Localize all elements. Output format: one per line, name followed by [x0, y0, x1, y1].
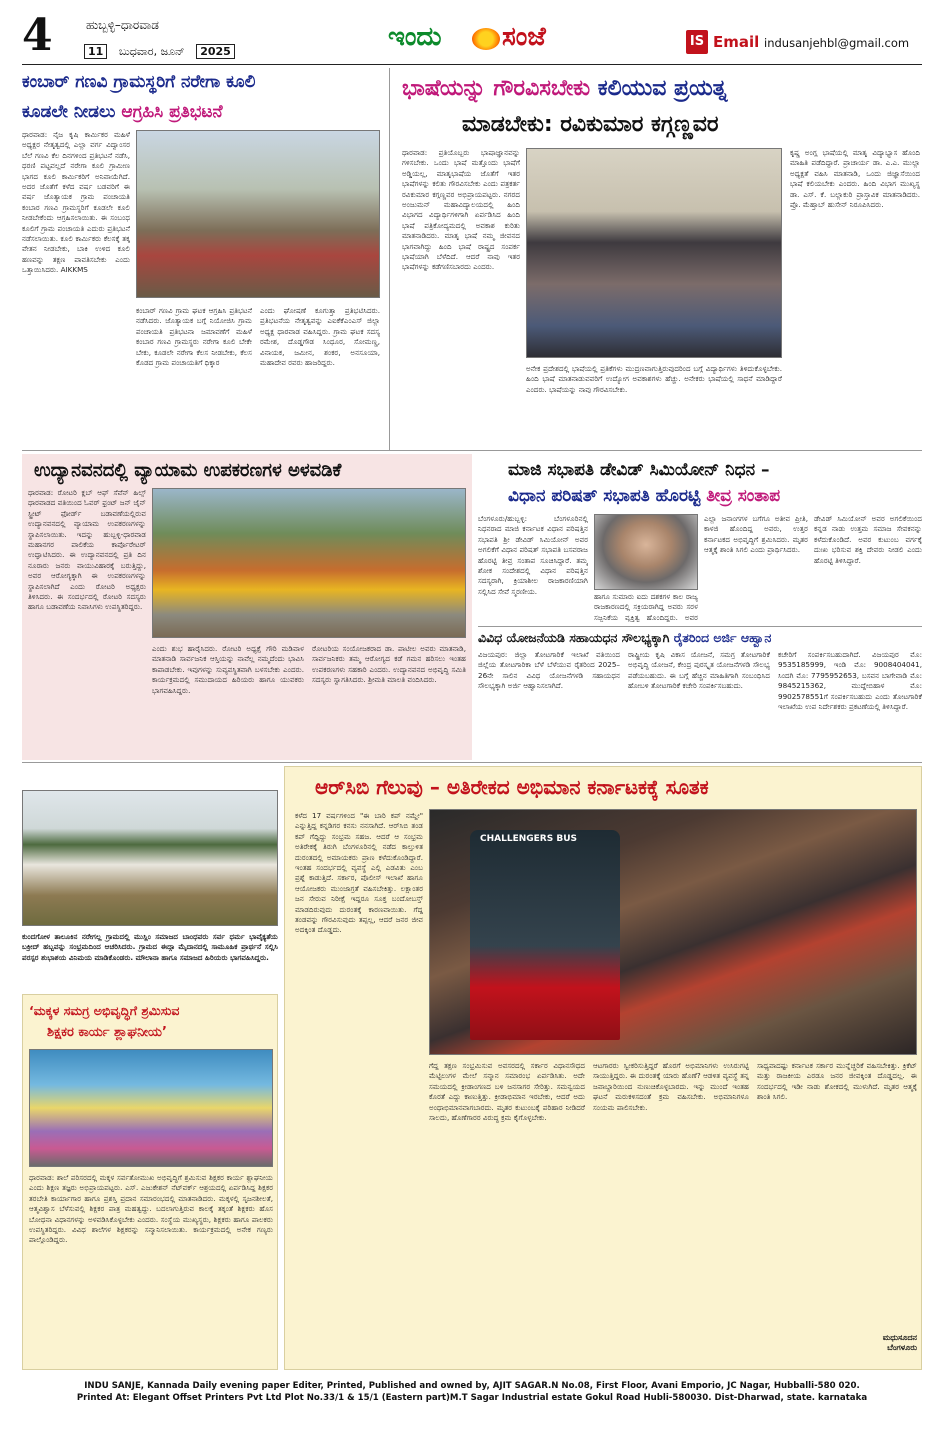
- narega-col-1: ಧಾರವಾಡ: ನೈಜ ಕೃಷಿ ಕಾರ್ಮಿಕರ ಮಹಿಳೆ ಅಧ್ಯಕ್ಷರ ನೇತೃತ್ವದಲ್ಲಿ ಎಲ್ಲಾ ವರ್ಗ ವಿದ್ವಾಂಸರ ಬೆಲೆ ಗಣವಿ ಕೆಲ ದಿನಗಳಿಂದ ಪ್ರತಿಭಟನೆ ನಡೆಸಿ, ಧರಣಿ ಪಟ್ಟವಲ್ಲದೆ ನರೇಗಾ ಕೂಲಿ ಗ್ರಾಮೀಣ ಭಾಗದ ಕೂಲಿ ಕಾರ್ಮಿಕರಿಗೆ ಅನಿವಾಯೆಗಿದೆ. ಅದರ ಜೊತೆಗೆ ಕಳೆದ ವರ್ಷ ಬಡವರಿಗೆ ಈ ವರ್ಷ ಜೊತ್ಯಾಯಕ ಗ್ರಾಮ ಪಂಚಾಯತಿ ಕಂಬಾರ ಗಣವಿ ಗ್ರಾಮಸ್ಥರಿಗೆ ಕೂಡಲೇ ಕೂಲಿ ನೀಡಬೇಕೆಂದು ಆಗ್ರಹಿಸಲಾಯಿತು. ಈ ಸಂಬಂಧ ಕೂಲಿಗೆ ಗ್ರಾಮ ಪಂಚಾಯತಿ ಎದುರು ಪ್ರತಿಭಟನೆ ನಡೆಸಲಾಯಿತು. ಕೂಲಿ ಕಾರ್ಮಿಕರು ಕೆಲಸಕ್ಕೆ ತಕ್ಕ ವೇತನ ನೀಡಬೇಕು, ಬಾಕಿ ಉಳಿದ ಕೂಲಿ ಹಣವನ್ನು ತಕ್ಷಣ ಪಾವತಿಸಬೇಕು ಎಂದು ಒತ್ತಾಯಿಸಿದರು. AIKKMS: [22, 130, 130, 275]
- language-group-photo: [526, 148, 782, 358]
- language-col-3: ಕೃಷ್ಣ ಅಂಗ್ಲ ಭಾಷೆಯಲ್ಲಿ ಮಾತೃ ವಿದ್ಯಾಭ್ಯಾಸ ಹೊಂದಿ ಮಾಹಿತಿ ಪಡೆದಿದ್ದಾರೆ. ಪ್ರಾಚಾರ್ಯ ಡಾ. ಎ.ಎ. ಮುಲ್ಲಾ ಅಧ್ಯಕ್ಷತೆ ವಹಿಸಿ ಮಾತನಾಡಿ, ಒಂದು ಜಿಜ್ಞಾಸೆಯಿಂದ ಭಾಷೆ ಕಲಿಯಬೇಕು ಎಂದರು. ಹಿಂದಿ ವಿಭಾಗ ಮುಖ್ಯಸ್ಥ ಡಾ. ಎಸ್. ಕೆ. ಬಲ್ಲಾಕುರಿ ಪ್ರಾಸ್ತಾವಿಕ ಮಾತನಾಡಿದರು. ಪ್ರೊ. ಮೆಹ್ತಾಬ್ ಹುಸೇನ್ ನಿರೂಪಿಸಿದರು.: [790, 148, 920, 210]
- language-col-1: ಧಾರವಾಡ: ಪ್ರತಿಯೊಬ್ಬರು ಭಾಷಾಜ್ಞಾನವನ್ನು ಗಳಿಸಬೇಕು. ಒಂದು ಭಾಷೆ ಮತ್ತೊಂದು ಭಾಷೆಗೆ ಅಡ್ಡಿಯಲ್ಲ, ಮಾತೃಭಾಷೆಯ ಜೊತೆಗೆ ಇತರ ಭಾಷೆಗಳನ್ನು ಕಲಿತು ಗೌರವಿಸಬೇಕು ಎಂದು ಪತ್ರಕರ್ತ ರವಿಕುಮಾರ ಕಗ್ಗಣ್ಣವರ ಅಭಿಪ್ರಾಯಪಟ್ಟರು. ನಗರದ ಅಂಜುಮನ್ ಮಹಾವಿದ್ಯಾಲಯದಲ್ಲಿ ಹಿಂದಿ ವಿಭಾಗದ ವಿದ್ಯಾರ್ಥಿಗಳಿಗಾಗಿ ಏರ್ಪಡಿಸಿದ ಹಿಂದಿ ಭಾಷೆ ಪತ್ರಿಕೋದ್ಯಮದಲ್ಲಿ ಅವಕಾಶ ಕುರಿತು ಮಾತನಾಡಿದರು. ಮಾತೃ ಭಾಷೆ ನಮ್ಮ ಜೀವನದ ಭಾಗವಾಗಿದ್ದು ಹಿಂದಿ ಭಾಷೆ ರಾಷ್ಟ್ರದ ಸಂಪರ್ಕ ಭಾಷೆಯಾಗಿ ಬೆಳೆದಿದೆ. ಆದರೆ ನಾವು ಇತರ ಭಾಷೆಗಳನ್ನು ಕಡೆಗಣಿಸಬಾರದು ಎಂದರು.: [402, 148, 520, 272]
- article-narega: [22, 68, 382, 448]
- narega-headline-2a: ಕೂಡಲೇ ನೀಡಲು: [22, 102, 116, 122]
- gym-equipment-photo: [152, 488, 466, 638]
- yojane-headline-a: ವಿವಿಧ ಯೋಜನೆಯಡಿ ಸಹಾಯಧನ ಸೌಲಭ್ಯಕ್ಕಾಗಿ: [478, 630, 670, 645]
- language-col-2: ಅನೇಕ ಪ್ರದೇಶದಲ್ಲಿ ಭಾಷೆಯಲ್ಲಿ ಪ್ರತಿಕೆಗಳು ಮುದ್ರಣವಾಗುತ್ತಿರುವುದರಿಂದ ಬಗ್ಗೆ ವಿದ್ಯಾರ್ಥಿಗಳು ತಿಳಿದುಕೊಳ್ಳಬೇಕು. ಹಿಂದಿ ಭಾಷೆ ಮಾತನಾಡುವವರಿಗೆ ಉದ್ಯೋಗ ಅವಕಾಶಗಳು ಹೆಚ್ಚು. ಅನೇಕರು ಭಾಷೆಯಲ್ಲಿ ಸಾಧನೆ ಮಾಡಿದ್ದಾರೆ ಎಂದರು. ಭಾಷೆಯನ್ನು ನಾವು ಗೌರವಿಸಬೇಕು.: [526, 364, 782, 394]
- yojane-col-2: ರಾಷ್ಟ್ರೀಯ ಕೃಷಿ ವಿಕಾಸ ಯೋಜನೆ, ಸಮಗ್ರ ತೋಟಗಾರಿಕೆ ಅಭಿವೃದ್ಧಿ ಯೋಜನೆ, ಕೇಂದ್ರ ಪುರಸ್ಕೃತ ಯೋಜನೆಗಳಡಿ ಸೌಲಭ್ಯ ಪಡೆಯಬಹುದು. ಈ ಬಗ್ಗೆ ಹೆಚ್ಚಿನ ಮಾಹಿತಿಗಾಗಿ ಸಂಬಂಧಿಸಿದ ಹೋಬಳಿ ತೋಟಗಾರಿಕೆ ಕಚೇರಿ ಸಂಪರ್ಕಿಸಬಹುದು.: [628, 650, 770, 691]
- email-address[interactable]: indusanjehbl@gmail.com: [764, 36, 910, 50]
- simeon-col-4: ಡೇವಿಡ್ ಸಿಮಿಯೋನ್ ಅವರ ಅಗಲಿಕೆಯಿಂದ ಕನ್ನಡ ನಾಡು ಉತ್ತಮ ಸಮಾಜ ಸೇವಕನನ್ನು ಕಳೆದುಕೊಂಡಿದೆ. ಅವರ ಕುಟುಂಬ ವರ್ಗಕ್ಕೆ ದುಃಖ ಭರಿಸುವ ಶಕ್ತಿ ದೇವರು ನೀಡಲಿ ಎಂದು ಹೊರಟ್ಟಿ ತಿಳಿಸಿದ್ದಾರೆ.: [814, 514, 922, 565]
- simeon-headline-2: [508, 486, 922, 506]
- simeon-headline-2b: ತೀವ್ರ ಸಂತಾಪ: [706, 486, 781, 506]
- yojane-headline-b: ರೈತರಿಂದ ಅರ್ಜಿ ಆಹ್ವಾನ: [673, 630, 772, 645]
- yojane-col-1: ವಿಜಯಪುರ: ಜಿಲ್ಲಾ ತೋಟಗಾರಿಕೆ ಇಲಾಖೆ ವತಿಯಿಂದ ಜಿಲ್ಲೆಯ ತೋಟಗಾರಿಕಾ ಬೆಳೆ ಬೆಳೆಯುವ ರೈತರಿಂದ 2025–26ನೇ ಸಾಲಿನ ವಿವಿಧ ಯೋಜನೆಗಳಡಿ ಸಹಾಯಧನ ಸೌಲಭ್ಯಕ್ಕಾಗಿ ಅರ್ಜಿ ಆಹ್ವಾನಿಸಲಾಗಿದೆ.: [478, 650, 620, 691]
- rcb-bus-shape: [470, 830, 620, 1040]
- logo-text-right: ಸಂಜೆ: [502, 22, 546, 52]
- page-number: 4: [22, 10, 53, 61]
- footer-imprint: [22, 1380, 922, 1420]
- newspaper-logo: [388, 20, 588, 60]
- logo-text-left: ಇಂದು: [388, 22, 442, 52]
- email-block: [686, 30, 936, 60]
- footer-line-1: INDU SANJE, Kannada Daily evening paper Editer, Printed, Published and owned by, AJIT SAGAR.N No.08, First Floor, Avani Emporio, JC Nagar, Hubballi-580 020.: [84, 1381, 860, 1391]
- city-label: ಹುಬ್ಬಳ್ಳಿ–ಧಾರವಾಡ: [86, 18, 159, 32]
- teachers-headline-2: ಶಿಕ್ಷಕರ ಕಾರ್ಯ ಶ್ಲಾಘನೀಯ’: [47, 1025, 167, 1040]
- gym-col-2: ಎಂದು ಶುಭ ಹಾರೈಸಿದರು. ರೋಟರಿ ಅಧ್ಯಕ್ಷೆ ಗೌರಿ ಮಡಿವಾಳ ಮಾತನಾಡಿ ಸಾರ್ವಜನಿಕ ಆಸ್ತಿಯನ್ನು ನಾವೆಲ್ಲ ನಮ್ಮದೆಂದು ಭಾವಿಸಿ ಕಾಪಾಡಬೇಕು. ಇವುಗಳನ್ನು ಸುವ್ಯವಸ್ಥಿತವಾಗಿ ಬಳಸಬೇಕು ಎಂದರು. ಕಾರ್ಯಕ್ರಮದಲ್ಲಿ ಸಮುದಾಯದ ಹಿರಿಯರು ಹಾಗೂ ಯುವಕರು ಭಾಗವಹಿಸಿದ್ದರು.: [152, 644, 304, 695]
- narega-headline-1: ಕಂಬಾರ್ ಗಣವಿ ಗ್ರಾಮಸ್ಥರಿಗೆ ನರೇಗಾ ಕೂಲಿ: [22, 72, 256, 92]
- date-text: ಬುಧವಾರ, ಜೂನ್: [118, 45, 185, 58]
- gym-col-3: ರೋಟರಿಯ ಸಂಯೋಜಕರಾದ ಡಾ. ಪಾಟೀಲ ಅವರು ಮಾತನಾಡಿ, ಸಾರ್ವಜನಿಕರು ತಮ್ಮ ಆರೋಗ್ಯದ ಕಡೆ ಗಮನ ಹರಿಸಲು ಇಂತಹ ಉಪಕರಣಗಳು ಸಹಕಾರಿ ಎಂದರು. ಉದ್ಯಾನವನದ ಅಭಿವೃದ್ಧಿ ಸಮಿತಿ ಸದಸ್ಯರು ಸ್ವಾಗತಿಸಿದರು. ಶ್ರೀಮತಿ ಮಾಲತಿ ವಂದಿಸಿದರು.: [312, 644, 466, 685]
- narega-protest-photo: [136, 130, 380, 298]
- article-yojane: [478, 628, 922, 760]
- yojane-headline: [478, 630, 922, 646]
- simeon-col-1: ಬೆಂಗಳೂರು/ಹುಬ್ಬಳ್ಳಿ: ಬೆಂಗಳೂರಿನಲ್ಲಿ ನಿಧನರಾದ ಮಾಜಿ ಕರ್ನಾಟಕ ವಿಧಾನ ಪರಿಷತ್ತಿನ ಸಭಾಪತಿ ಶ್ರೀ ಡೇವಿಡ್ ಸಿಮಿಯೋನ್ ಅವರ ಅಗಲಿಕೆಗೆ ವಿಧಾನ ಪರಿಷತ್ ಸಭಾಪತಿ ಬಸವರಾಜ ಹೊರಟ್ಟಿ ತೀವ್ರ ಸಂತಾಪ ಸೂಚಿಸಿದ್ದಾರೆ. ತಮ್ಮ ಶೋಕ ಸಂದೇಶದಲ್ಲಿ ವಿಧಾನ ಪರಿಷತ್ತಿನ ಸದಸ್ಯರಾಗಿ, ಕ್ರಿಯಾಶೀಲ ರಾಜಕಾರಣಿಯಾಗಿ ಸಲ್ಲಿಸಿದ ಸೇವೆ ಸ್ಮರಣೀಯ.: [478, 514, 588, 596]
- simeon-col-2: ಹಾಗೂ ಸುಮಾರು ಐದು ದಶಕಗಳ ಕಾಲ ರಾಜ್ಯ ರಾಜಕಾರಣದಲ್ಲಿ ಸಕ್ರಿಯರಾಗಿದ್ದ ಅವರು ಸರಳ ಸಜ್ಜನಿಕೆಯ ವ್ಯಕ್ತಿತ್ವ ಹೊಂದಿದ್ದರು. ಅವರ: [594, 592, 698, 622]
- article-teachers: [22, 994, 278, 1370]
- prayer-photo: [22, 790, 278, 926]
- email-badge-icon: IS: [686, 30, 708, 54]
- language-headline-1b: ಕಲಿಯುವ ಪ್ರಯತ್ನ: [597, 76, 728, 101]
- simeon-headline-1: ಮಾಜಿ ಸಭಾಪತಿ ಡೇವಿಡ್ ಸಿಮಿಯೋನ್ ನಿಧನ –: [508, 460, 770, 480]
- date-line: [84, 44, 264, 60]
- rcb-col-3: ಆಟಗಾರರು ಸ್ವೀಕರಿಸುತ್ತಿದ್ದರೆ ಹೊರಗೆ ಅಭಿಮಾನಿಗಳು ಉಸಿರುಗಟ್ಟಿ ಸಾಯುತ್ತಿದ್ದರು. ಈ ದುರಂತಕ್ಕೆ ಯಾರು ಹೊಣೆ? ಆಡಳಿತ ವ್ಯವಸ್ಥೆ ತನ್ನ ಜವಾಬ್ದಾರಿಯಿಂದ ನುಣುಚಿಕೊಳ್ಳಬಾರದು. ಇನ್ನು ಮುಂದೆ ಇಂತಹ ಘಟನೆ ಮರುಕಳಿಸದಂತೆ ಕ್ರಮ ವಹಿಸಬೇಕು. ಅಭಿಮಾನಿಗಳೂ ಸಂಯಮ ಪಾಲಿಸಬೇಕು.: [593, 1061, 749, 1112]
- date-day: 11: [84, 44, 107, 59]
- simeon-headline-2a: ವಿಧಾನ ಪರಿಷತ್ ಸಭಾಪತಿ ಹೊರಟ್ಟಿ: [508, 486, 701, 506]
- rcb-signature-name: ಮಧುಸೂದನ: [882, 1333, 917, 1342]
- email-label: Email: [713, 33, 760, 51]
- rcb-col-4: ಸಾಧ್ಯವಾದಷ್ಟು ಕರ್ನಾಟಕ ಸರ್ಕಾರ ಮುನ್ನೆಚ್ಚರಿಕೆ ವಹಿಸಬೇಕಿತ್ತು. ಕ್ರಿಕೆಟ್ ಮತ್ತು ರಾಜಕೀಯ ಎರಡೂ ಜನರ ಜೀವಕ್ಕಿಂತ ದೊಡ್ಡದಲ್ಲ. ಈ ಸಂದರ್ಭದಲ್ಲಿ ಇಡೀ ನಾಡು ಶೋಕದಲ್ಲಿ ಮುಳುಗಿದೆ. ಮೃತರ ಆತ್ಮಕ್ಕೆ ಶಾಂತಿ ಸಿಗಲಿ.: [757, 1061, 917, 1102]
- simeon-col-3: ಎಲ್ಲಾ ಜನಾಂಗಗಳ ಬಗೆಗೂ ಅತೀವ ಪ್ರೀತಿ, ಕಾಳಜಿ ಹೊಂದಿದ್ದ ಅವರು, ಉತ್ತರ ಕರ್ನಾಟಕದ ಅಭಿವೃದ್ಧಿಗೆ ಶ್ರಮಿಸಿದರು. ಮೃತರ ಆತ್ಮಕ್ಕೆ ಶಾಂತಿ ಸಿಗಲಿ ಎಂದು ಪ್ರಾರ್ಥಿಸಿದರು.: [704, 514, 808, 555]
- article-simeon: [478, 454, 922, 626]
- narega-headline-2: [22, 102, 382, 122]
- rcb-crowd-photo: [429, 809, 917, 1055]
- rcb-col-1: ಕಳೆದ 17 ವರ್ಷಗಳಿಂದ "ಈ ಬಾರಿ ಕಪ್ ನಮ್ದೇ" ಎನ್ನುತ್ತಿದ್ದ ಕನ್ನಡಿಗರ ಕನಸು ನನಸಾಗಿದೆ. ಆರ್‌ಸಿಬಿ ತಂಡ ಕಪ್ ಗೆದ್ದಿದ್ದು ಸಂಭ್ರಮ ಸಹಜ. ಆದರೆ ಆ ಸಂಭ್ರಮ ಅತಿರೇಕಕ್ಕೆ ತಿರುಗಿ ಬೆಂಗಳೂರಿನಲ್ಲಿ ನಡೆದ ಕಾಲ್ತುಳಿತ ದುರಂತದಲ್ಲಿ ಅಮಾಯಕರು ಪ್ರಾಣ ಕಳೆದುಕೊಂಡಿದ್ದಾರೆ. ಇಂತಹ ಸಂದರ್ಭದಲ್ಲಿ ವ್ಯವಸ್ಥೆ ಎಲ್ಲಿ ಎಡವಿತು ಎಂಬ ಪ್ರಶ್ನೆ ಕಾಡುತ್ತಿದೆ. ಸರ್ಕಾರ, ಪೊಲೀಸ್ ಇಲಾಖೆ ಹಾಗೂ ಆಯೋಜಕರು ಮುಂಜಾಗ್ರತೆ ವಹಿಸಬೇಕಿತ್ತು. ಲಕ್ಷಾಂತರ ಜನ ಸೇರುವ ನಿರೀಕ್ಷೆ ಇದ್ದರೂ ಸೂಕ್ತ ಬಂದೋಬಸ್ತ್ ಮಾಡದಿರುವುದು ದುರಂತಕ್ಕೆ ಕಾರಣವಾಯಿತು. ಗೆದ್ದ ತಂಡವನ್ನು ಗೌರವಿಸುವುದು ತಪ್ಪಲ್ಲ, ಆದರೆ ಜನರ ಜೀವ ಅದಕ್ಕಿಂತ ದೊಡ್ಡದು.: [295, 811, 423, 935]
- article-language: [392, 68, 922, 448]
- rcb-signature-place: ಬೆಂಗಳೂರು: [887, 1343, 917, 1352]
- footer-line-2: Printed At: Elegant Offset Printers Pvt Ltd Plot No.33/1 & 15/1 (Eastern part)M.T Sagar Industrial estate Gokul Road Hubli-580030. Dist-Dharwad, state. karnataka: [76, 1393, 868, 1403]
- simeon-portrait-photo: [594, 514, 698, 590]
- language-headline-1a: ಭಾಷೆಯನ್ನು ಗೌರವಿಸಬೇಕು: [402, 76, 591, 101]
- prayer-caption: ಕುಂದಗೋಳ ತಾಲೂಕಿನ ನರೇಗಲ್ಲ ಗ್ರಾಮದಲ್ಲಿ ಮುಸ್ಲಿಂ ಸಮಾಜದ ಬಾಂಧವರು ಸರ್ವ ಧರ್ಮ ಭಾವೈಕ್ಯತೆಯ ಬಕ್ರೀದ್ ಹಬ್ಬವನ್ನು ಸಂಭ್ರಮದಿಂದ ಆಚರಿಸಿದರು. ಗ್ರಾಮದ ಈದ್ಗಾ ಮೈದಾನದಲ್ಲಿ ಸಾಮೂಹಿಕ ಪ್ರಾರ್ಥನೆ ಸಲ್ಲಿಸಿ ಪರಸ್ಪರ ಶುಭಾಶಯ ವಿನಿಮಯ ಮಾಡಿಕೊಂಡರು. ಮೌಲಾನಾ ಹಾಗೂ ಸಮಾಜದ ಹಿರಿಯರು ಭಾಗವಹಿಸಿದ್ದರು.: [22, 932, 278, 962]
- gym-headline: ಉದ್ಯಾನವನದಲ್ಲಿ ವ್ಯಾಯಾಮ ಉಪಕರಣಗಳ ಅಳವಡಿಕೆ: [34, 460, 342, 481]
- gym-col-1: ಧಾರವಾಡ: ರೋಟರಿ ಕ್ಲಬ್ ಆಫ್ ಸೆವೆನ್ ಹಿಲ್ಸ್ ಧಾರವಾಡದ ವತಿಯಿಂದ ಓವರ್ ಫ್ರಂಟ್ ಜನ್ ಜೈನ್ ಸ್ಟ್ರೀಟ್ ಫೋರ್ಡ್ ಬಡಾವಣೆಯಲ್ಲಿರುವ ಉದ್ಯಾನವನದಲ್ಲಿ ವ್ಯಾಯಾಮ ಉಪಕರಣಗಳನ್ನು ಸ್ಥಾಪಿಸಲಾಯಿತು. ಇದನ್ನು ಹುಬ್ಬಳ್ಳಿ-ಧಾರವಾಡ ಮಹಾನಗರ ಪಾಲಿಕೆಯ ಕಾರ್ಪೊರೇಟರ್ ಉದ್ಘಾಟಿಸಿದರು. ಈ ಉದ್ಯಾನವನದಲ್ಲಿ ಪ್ರತಿ ದಿನ ನೂರಾರು ಜನರು ವಾಯುವಿಹಾರಕ್ಕೆ ಬರುತ್ತಿದ್ದು, ಅವರ ಆರೋಗ್ಯಕ್ಕಾಗಿ ಈ ಉಪಕರಣಗಳನ್ನು ಸ್ಥಾಪಿಸಲಾಗಿದೆ ಎಂದು ರೋಟರಿ ಅಧ್ಯಕ್ಷರು ತಿಳಿಸಿದರು. ಈ ಸಂದರ್ಭದಲ್ಲಿ ರೋಟರಿ ಸದಸ್ಯರು ಹಾಗೂ ಬಡಾವಣೆಯ ನಿವಾಸಿಗಳು ಉಪಸ್ಥಿತರಿದ್ದರು.: [28, 488, 146, 612]
- article-gym: [22, 454, 472, 760]
- date-year: 2025: [196, 44, 235, 59]
- rcb-headline: [315, 775, 915, 799]
- narega-headline-2b: ಆಗ್ರಹಿಸಿ ಪ್ರತಿಭಟನೆ: [121, 102, 223, 122]
- rcb-headline-b: ಅತಿರೇಕದ ಅಭಿಮಾನ ಕರ್ನಾಟಕಕ್ಕೆ ಸೂತಕ: [446, 775, 709, 799]
- teachers-event-photo: [29, 1049, 273, 1167]
- teachers-body: ಧಾರವಾಡ: ಶಾಲೆ ಪರಿಸರದಲ್ಲಿ ಮಕ್ಕಳ ಸರ್ವತೋಮುಖ ಅಭಿವೃದ್ಧಿಗೆ ಶ್ರಮಿಸುವ ಶಿಕ್ಷಕರ ಕಾರ್ಯ ಶ್ಲಾಘನೀಯ ಎಂದು ಶಿಕ್ಷಣ ತಜ್ಞರು ಅಭಿಪ್ರಾಯಪಟ್ಟರು. ಎಸ್. ಎಜುಕೇಶನ್ ನೆಟ್‌ವರ್ಕ್ ಆಶ್ರಯದಲ್ಲಿ ಏರ್ಪಡಿಸಿದ್ದ ಶಿಕ್ಷಕರ ತರಬೇತಿ ಕಾರ್ಯಾಗಾರ ಹಾಗೂ ಪ್ರಶಸ್ತಿ ಪ್ರದಾನ ಸಮಾರಂಭದಲ್ಲಿ ಮಾತನಾಡಿದರು. ಮಕ್ಕಳಲ್ಲಿ ಸೃಜನಶೀಲತೆ, ಆತ್ಮವಿಶ್ವಾಸ ಬೆಳೆಸುವಲ್ಲಿ ಶಿಕ್ಷಕರ ಪಾತ್ರ ಮಹತ್ವದ್ದು. ಬದಲಾಗುತ್ತಿರುವ ಕಾಲಕ್ಕೆ ತಕ್ಕಂತೆ ಶಿಕ್ಷಕರು ಹೊಸ ಬೋಧನಾ ವಿಧಾನಗಳನ್ನು ಅಳವಡಿಸಿಕೊಳ್ಳಬೇಕು ಎಂದರು. ಸಂಸ್ಥೆಯ ಮುಖ್ಯಸ್ಥರು, ಶಿಕ್ಷಕರು ಹಾಗೂ ಪಾಲಕರು ಉಪಸ್ಥಿತರಿದ್ದರು. ವಿವಿಧ ಶಾಲೆಗಳ ಶಿಕ್ಷಕರನ್ನು ಸನ್ಮಾನಿಸಲಾಯಿತು. ಕಾರ್ಯಕ್ರಮದಲ್ಲಿ ಅನೇಕ ಗಣ್ಯರು ಪಾಲ್ಗೊಂಡಿದ್ದರು.: [29, 1173, 273, 1245]
- narega-col-2: ಕಂಬಾರ್ ಗಣವಿ ಗ್ರಾಮ ಘಟಕ ಆಗ್ರಹಿಸಿ ಪ್ರತಿಭಟನೆ ನಡೆಸಿದರು. ಜೊತ್ಯಾಯಕ ಬಗ್ಗೆ ನಿಯೋಜಿಸಿ ಗ್ರಾಮ ಪಂಚಾಯತಿ ಪ್ರತಿಭಟನಾ ಜಮಾವಣೆಗೆ ಮಹಿಳೆ ಕಂಬಾರ ಗಣವಿ ಗ್ರಾಮಸ್ಥರು ನರೇಗಾ ಕೂಲಿ ಬೇಕೇ ಬೇಕು, ಕೂಡಲೇ ನರೇಗಾ ಕೆಲಸ ನೀಡಬೇಕು, ಕೆಲಸ ಕೊಡದ ಗ್ರಾಮ ಪಂಚಾಯತಿಗೆ ಧಿಕ್ಕಾರ: [136, 306, 252, 368]
- masthead: [0, 0, 945, 66]
- language-headline-2: ಮಾಡಬೇಕು: ರವಿಕುಮಾರ ಕಗ್ಗಣ್ಣವರ: [462, 112, 719, 137]
- teachers-headline-1: ‘ಮಕ್ಕಳ ಸಮಗ್ರ ಅಭಿವೃದ್ಧಿಗೆ ಶ್ರಮಿಸುವ: [29, 1003, 180, 1018]
- rcb-headline-a: ಆರ್‌ಸಿಬಿ ಗೆಲುವು –: [315, 775, 440, 799]
- rcb-col-2: ಗೆದ್ದ ತಕ್ಷಣ ಸಂಭ್ರಮಿಸುವ ಅವಸರದಲ್ಲಿ ಸರ್ಕಾರ ವಿಧಾನಸೌಧದ ಮೆಟ್ಟಿಲುಗಳ ಮೇಲೆ ಸನ್ಮಾನ ಸಮಾರಂಭ ಏರ್ಪಡಿಸಿತು. ಅದೇ ಸಮಯದಲ್ಲಿ ಕ್ರೀಡಾಂಗಣದ ಬಳಿ ಜನಸಾಗರ ಸೇರಿತ್ತು. ಸಮನ್ವಯದ ಕೊರತೆ ಎದ್ದು ಕಾಣುತ್ತಿತ್ತು. ಕ್ರೀಡಾಭಿಮಾನ ಇರಬೇಕು, ಆದರೆ ಅದು ಅಂಧಾಭಿಮಾನವಾಗಬಾರದು. ಮೃತರ ಕುಟುಂಬಕ್ಕೆ ಪರಿಹಾರ ನೀಡಿದರೆ ಸಾಲದು, ಹೊಣೆಗಾರರ ವಿರುದ್ಧ ಕ್ರಮ ಕೈಗೊಳ್ಳಬೇಕು.: [429, 1061, 585, 1123]
- article-prayer: [22, 766, 278, 990]
- rcb-signature: [845, 1333, 917, 1363]
- article-rcb: [284, 766, 922, 1370]
- logo-sun-icon: [472, 28, 500, 50]
- language-headline-1: [402, 76, 922, 101]
- rcb-bus-label: CHALLENGERS BUS: [480, 834, 577, 844]
- yojane-col-3: ಕಚೇರಿಗೆ ಸಂಪರ್ಕಿಸಬಹುದಾಗಿದೆ. ವಿಜಯಪುರ ಮೊ: 9535185999, ಇಂಡಿ ಮೊ: 9008404041, ಸಿಂದಗಿ ಮೊ: 7795952653, ಬಸವನ ಬಾಗೇವಾಡಿ ಮೊ: 9845215362, ಮುದ್ದೇಬಿಹಾಳ ಮೊ: 9902578551ಗೆ ಸಂಪರ್ಕಿಸಬಹುದು ಎಂದು ತೋಟಗಾರಿಕೆ ಇಲಾಖೆಯ ಉಪ ನಿರ್ದೇಶಕರು ಪ್ರಕಟಣೆಯಲ್ಲಿ ತಿಳಿಸಿದ್ದಾರೆ.: [778, 650, 922, 712]
- narega-col-3: ಎಂದು ಘೋಷಣೆ ಕೂಗುತ್ತಾ ಪ್ರತಿಭಟಿಸಿದರು. ಪ್ರತಿಭಟನೆಯ ನೇತೃತ್ವವನ್ನು ಎಐಕೆಕೆಎಂಎಸ್ ಜಿಲ್ಲಾ ಅಧ್ಯಕ್ಷ ಧಾರವಾಡ ವಹಿಸಿದ್ದರು. ಗ್ರಾಮ ಘಟಕ ಸದಸ್ಯ ರಮೇಶ, ದೊಡ್ಡಗೌಡ ಸಿಂಧೂರ, ಸೋಮಣ್ಣ, ವಿನಾಯಕ, ಜಮೀನ, ಶಂಕರ, ಅನಸೂಯಾ, ಮಹಾದೇವ ರವರು ಹಾಜರಿದ್ದರು.: [260, 306, 380, 368]
